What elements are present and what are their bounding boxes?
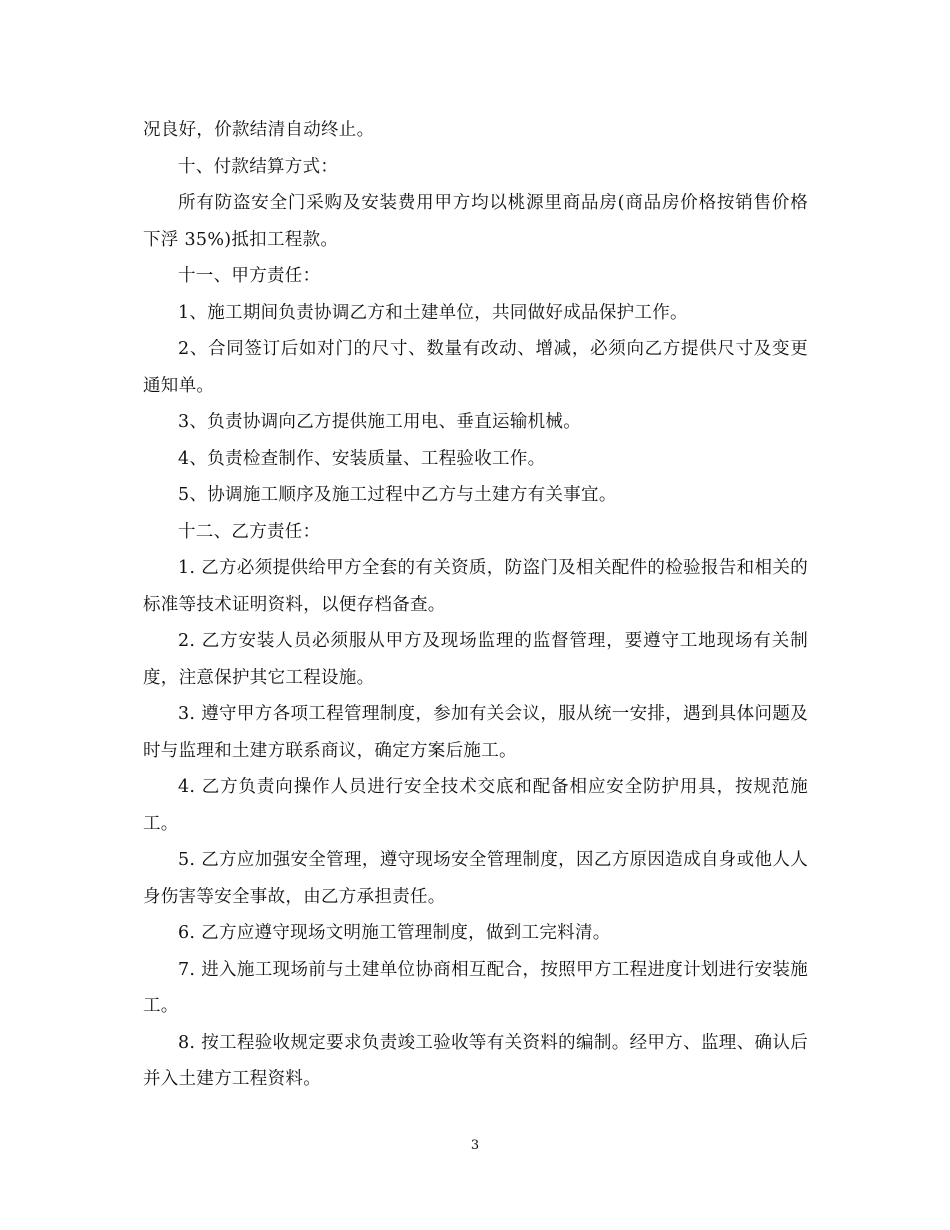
list-item: 3、负责协调向乙方提供施工用电、垂直运输机械。 [178, 412, 582, 432]
list-item: 4、负责检查制作、安装质量、工程验收工作。 [178, 448, 546, 469]
list-item: 1、施工期间负责协调乙方和土建单位，共同做好成品保护工作。 [178, 302, 688, 323]
list-item: 2、合同签订后如对门的尺寸、数量有改动、增减，必须向乙方提供尺寸及变更通知单。 [143, 339, 808, 396]
list-item: 1. 乙方必须提供给甲方全套的有关资质，防盗门及相关配件的检验报告和相关的标准等技术证明资料，以便存档备查。 [143, 558, 808, 615]
page-number: 3 [470, 1138, 480, 1153]
paragraph: 所有防盗安全门采购及安装费用甲方均以桃源里商品房(商品房价格按销售价格下浮 35%)抵扣工程款。 [143, 193, 808, 250]
list-item: 4. 乙方负责向操作人员进行安全技术交底和配备相应安全防护用具，按规范施工。 [143, 777, 808, 834]
list-item: 5、协调施工顺序及施工过程中乙方与土建方有关事宜。 [178, 485, 617, 505]
section-heading-payment: 十、付款结算方式： [178, 156, 339, 177]
section-heading-party-a: 十一、甲方责任： [178, 266, 321, 286]
list-item: 7. 进入施工现场前与土建单位协商相互配合，按照甲方工程进度计划进行安装施工。 [143, 959, 808, 1016]
list-item: 8. 按工程验收规定要求负责竣工验收等有关资料的编制。经甲方、监理、确认后并入土建方工程资料。 [143, 1032, 808, 1089]
list-item: 3. 遵守甲方各项工程管理制度，参加有关会议，服从统一安排，遇到具体问题及时与监理和土建方联系商议，确定方案后施工。 [143, 704, 808, 761]
document-body [143, 112, 808, 1098]
list-item: 6. 乙方应遵守现场文明施工管理制度，做到工完料清。 [178, 923, 611, 943]
list-item: 5. 乙方应加强安全管理，遵守现场安全管理制度，因乙方原因造成自身或他人人身伤害等安全事故，由乙方承担责任。 [143, 850, 808, 907]
section-heading-party-b: 十二、乙方责任： [178, 521, 321, 542]
paragraph: 况良好，价款结清自动终止。 [143, 120, 375, 140]
list-item: 2. 乙方安装人员必须服从甲方及现场监理的监督管理，要遵守工地现场有关制度，注意保护其它工程设施。 [143, 631, 808, 688]
